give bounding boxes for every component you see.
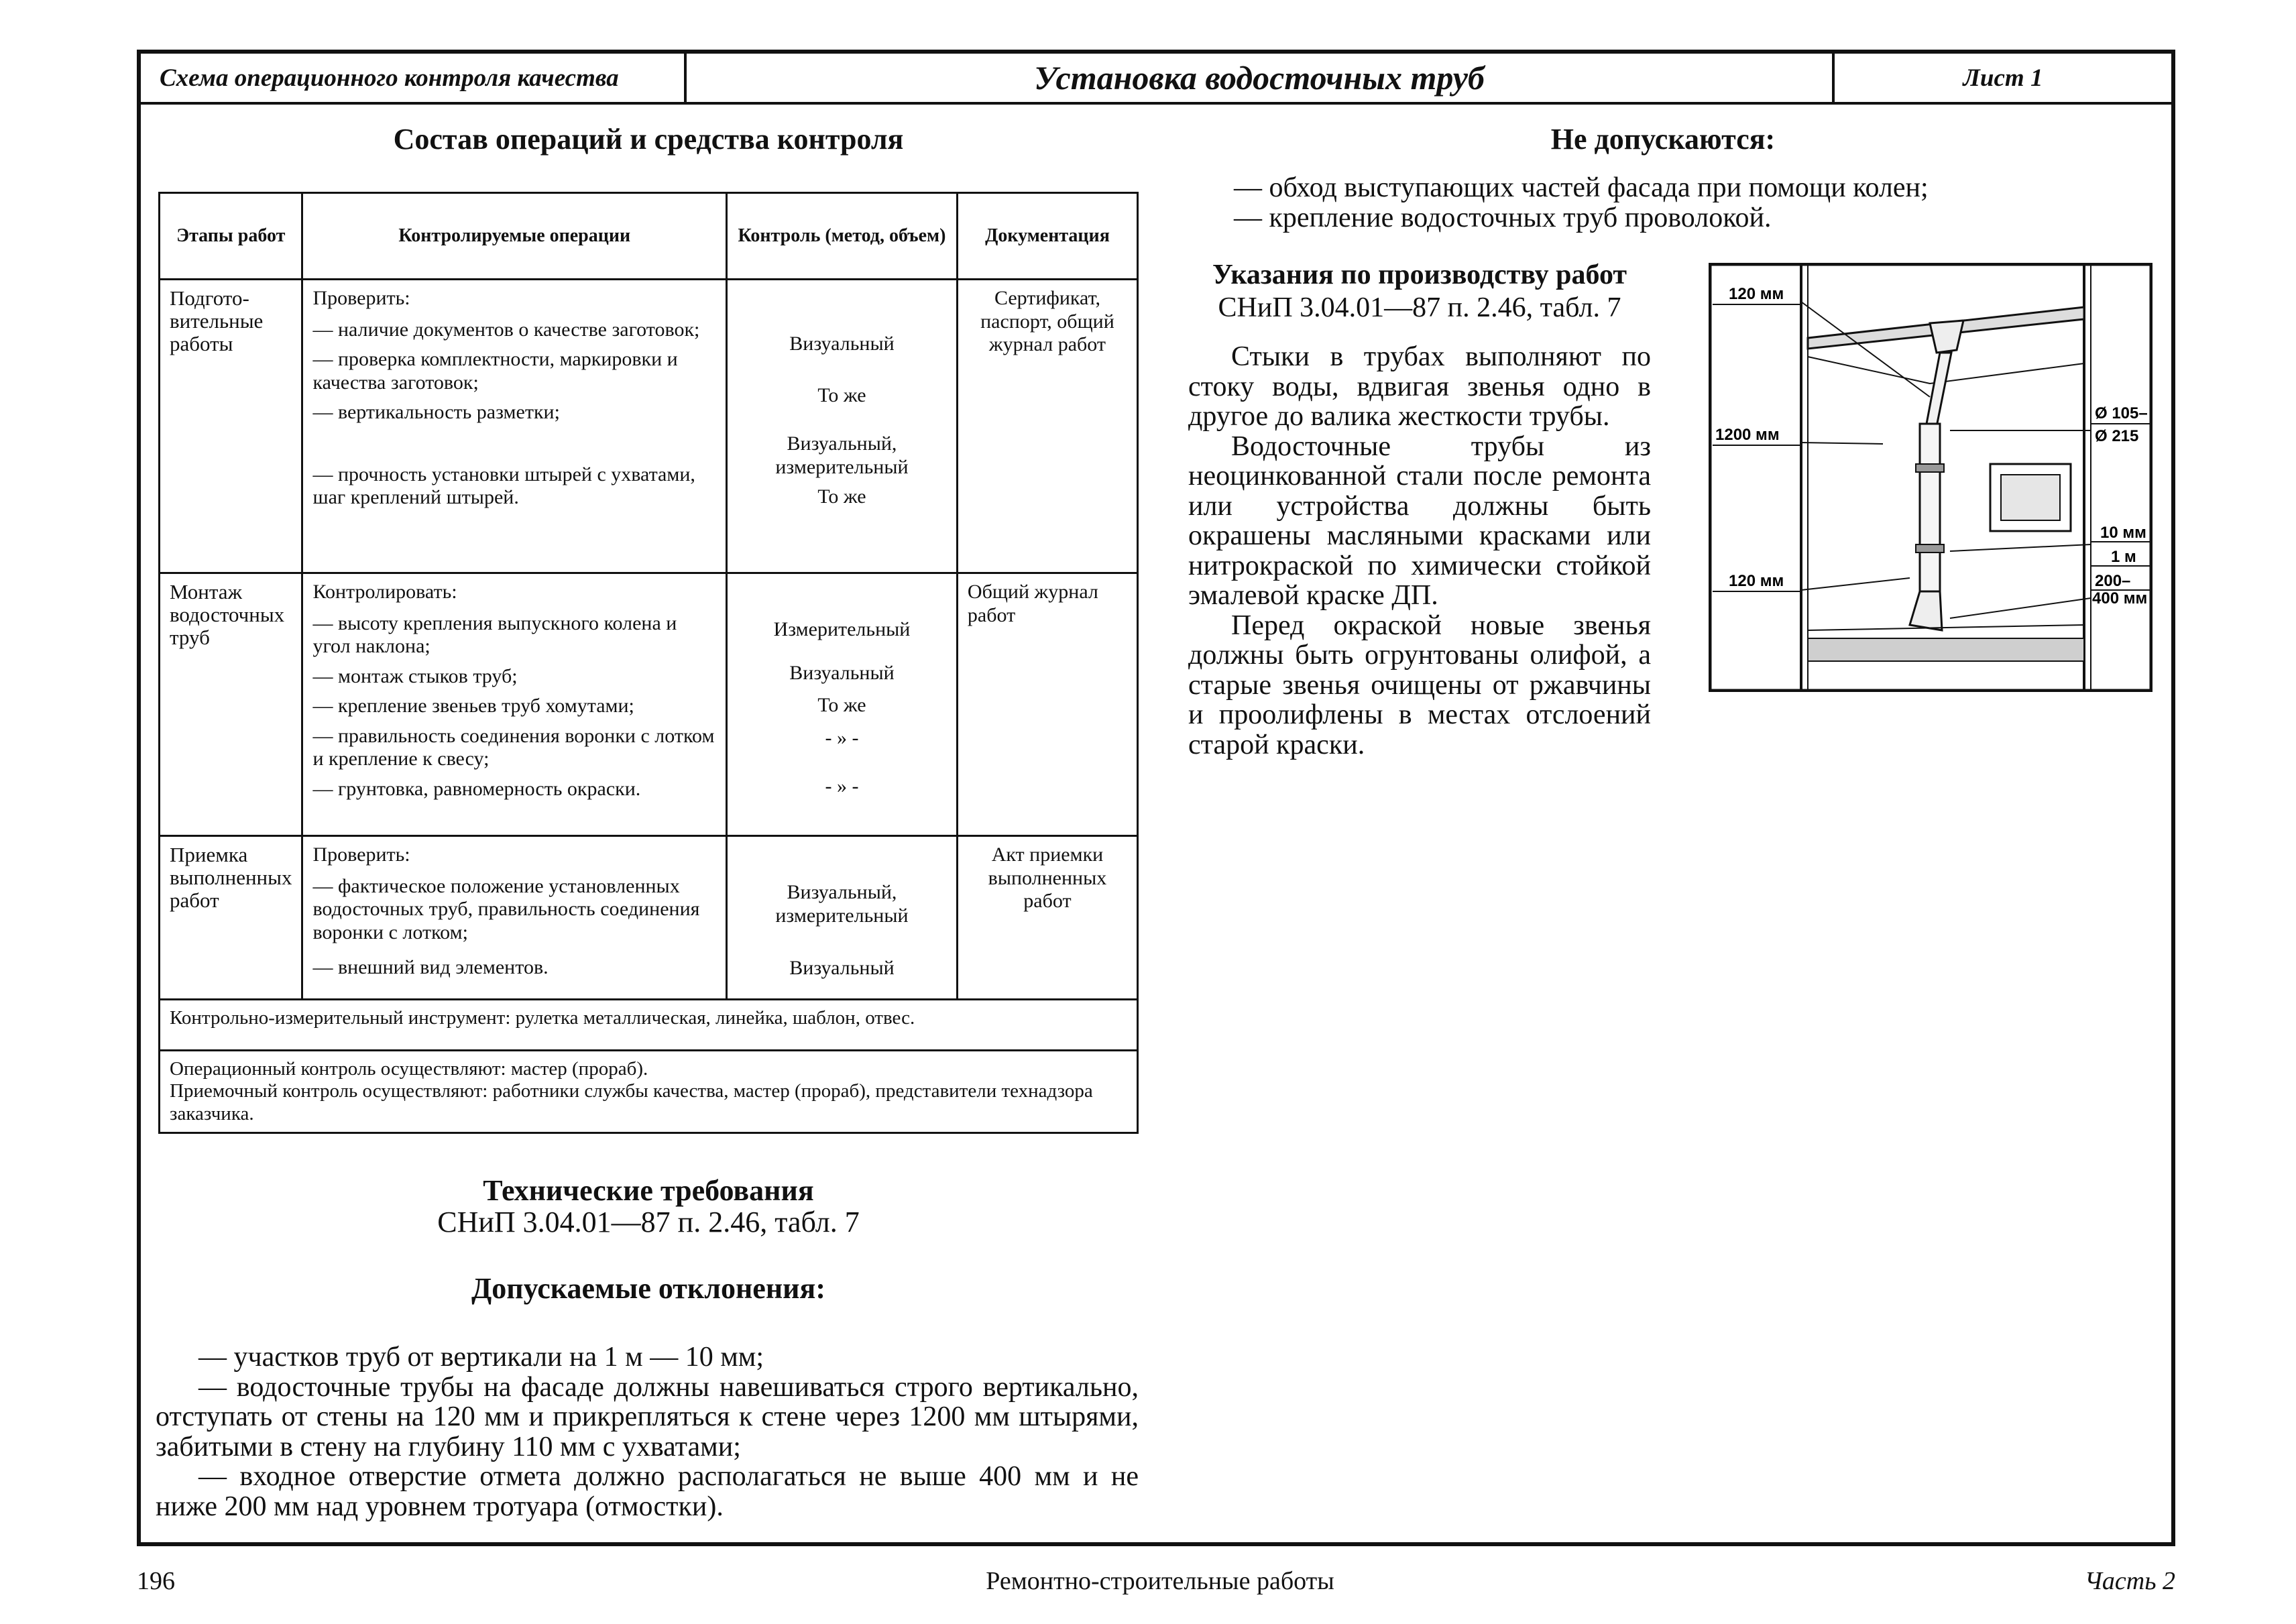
stage-cell: Монтаж водосточных труб xyxy=(160,573,302,836)
table-title: Состав операций и средства контроля xyxy=(393,123,904,156)
drainpipe xyxy=(1920,424,1940,591)
operation-item: — правильность соединения воронки с лотком и крепление к свесу; xyxy=(312,724,715,770)
footer-title: Ремонтно-строительные работы xyxy=(986,1567,1334,1595)
tech-ref: СНиП 3.04.01—87 п. 2.46, табл. 7 xyxy=(437,1206,860,1238)
dim-label-1m: 1 м xyxy=(2111,548,2136,566)
operation-item: — прочность установки штырей с ухватами, шаг креплений штырей. xyxy=(312,463,695,508)
dim-label-spacing: 1200 мм xyxy=(1715,426,1780,444)
control-method: Визуальный, измерительный xyxy=(775,881,909,927)
not-allowed-list xyxy=(1234,173,2146,233)
header-left: Схема операционного контроля качества xyxy=(141,54,687,102)
table-row xyxy=(160,280,1138,573)
dim-label-400: 400 мм xyxy=(2092,589,2148,607)
dim-label-diameter-2: Ø 215 xyxy=(2095,427,2139,445)
dim-label-10mm: 10 мм xyxy=(2100,524,2146,542)
operation-item: — наличие документов о качестве заготовок; xyxy=(312,318,700,341)
control-method: То же xyxy=(817,384,866,406)
instructions-paragraph: Водосточные трубы из неоцинкованной стали после ремонта или устройства должны быть окрашены масляными красками или нитрокраской по химически стойкой эмалевой краске ДП. xyxy=(1188,430,1651,612)
tech-title: Технические требования xyxy=(483,1174,814,1207)
operation-item: — грунтовка, равномерность окраски. xyxy=(312,777,641,800)
documentation-cell: Общий журнал работ xyxy=(957,573,1137,836)
control-notes-cell xyxy=(160,1051,1138,1133)
instructions-paragraph: Перед окраской новые звенья должны быть огрунтованы олифой, а старые звенья очищены от ржавчины и проолифлены в местах отслоений старой краски. xyxy=(1188,610,1651,760)
column-header: Документация xyxy=(957,193,1137,280)
operation-item: — вертикальность разметки; xyxy=(312,401,560,423)
operations-cell xyxy=(302,573,727,836)
instructions-text xyxy=(1188,342,1651,760)
control-method: Визуальный xyxy=(789,661,895,684)
control-method: - » - xyxy=(825,775,859,797)
stage-cell: Подгото-вительные работы xyxy=(160,280,302,573)
documentation-cell: Сертификат, паспорт, общий журнал работ xyxy=(957,280,1137,573)
instruments-cell: Контрольно-измерительный инструмент: рулетка металлическая, линейка, шаблон, отвес. xyxy=(160,1000,1138,1051)
page-number: 196 xyxy=(137,1567,175,1595)
pipe-clamp xyxy=(1916,464,1944,472)
instructions-title: Указания по производству работ xyxy=(1212,259,1627,290)
operations-intro: Проверить: xyxy=(312,287,410,309)
not-allowed-item: — обход выступающих частей фасада при помощи колен; xyxy=(1234,172,1929,203)
table-row xyxy=(160,836,1138,1000)
control-method: То же xyxy=(817,694,866,716)
dim-label-offset-bottom: 120 мм xyxy=(1729,572,1784,590)
control-method: Визуальный xyxy=(789,957,895,979)
operation-item: — проверка комплектности, маркировки и качества заготовок; xyxy=(312,348,678,394)
control-method: Измерительный xyxy=(773,618,911,640)
header-sheet: Лист 1 xyxy=(1963,64,2043,92)
not-allowed-item: — крепление водосточных труб проволокой. xyxy=(1234,202,1772,233)
instructions-ref: СНиП 3.04.01—87 п. 2.46, табл. 7 xyxy=(1218,292,1621,323)
pavement xyxy=(1808,638,2084,661)
operation-item: — монтаж стыков труб; xyxy=(312,664,518,687)
not-allowed-title: Не допускаются: xyxy=(1550,123,1776,156)
footer-part: Часть 2 xyxy=(2084,1567,2175,1595)
deviation-item: — входное отверстие отмета должно располагаться не выше 400 мм и не ниже 200 мм над уровнем тротуара (отмостки). xyxy=(156,1461,1139,1522)
operation-item: — крепление звеньев труб хомутами; xyxy=(312,695,634,717)
operation-item: — высоту крепления выпускного колена и угол наклона; xyxy=(312,612,677,657)
stage-cell: Приемка выполненных работ xyxy=(160,836,302,1000)
instructions-paragraph: Стыки в трубах выполняют по стоку воды, вдвигая звенья одно в другое до валика жесткости трубы. xyxy=(1188,341,1651,432)
deviation-item: — участков труб от вертикали на 1 м — 10 мм; xyxy=(198,1342,764,1373)
control-method: Визуальный xyxy=(789,333,895,355)
drainpipe-installation-diagram xyxy=(1709,263,2152,692)
dim-label-offset-top: 120 мм xyxy=(1729,285,1784,303)
column-header: Контроль (метод, объем) xyxy=(727,193,958,280)
table-row xyxy=(160,573,1138,836)
control-method: Визуальный, измерительный xyxy=(775,432,909,478)
control-notes-row xyxy=(160,1051,1138,1133)
operations-intro: Проверить: xyxy=(312,844,410,866)
deviations-list xyxy=(156,1342,1139,1521)
operation-item: — внешний вид элементов. xyxy=(312,956,549,978)
dim-label-200: 200– xyxy=(2095,572,2131,590)
table-header-row xyxy=(160,193,1138,280)
control-cell xyxy=(727,573,958,836)
documentation-cell: Акт приемки выполненных работ xyxy=(957,836,1137,1000)
instruments-row xyxy=(160,1000,1138,1051)
operations-cell xyxy=(302,836,727,1000)
control-note: Приемочный контроль осуществляют: работники службы качества, мастер (прораб), представители технадзора заказчика. xyxy=(170,1080,1093,1124)
header-bar xyxy=(141,54,2171,105)
operations-intro: Контролировать: xyxy=(312,581,457,603)
instructions-heading xyxy=(1188,260,1651,323)
header-title: Установка водосточных труб xyxy=(687,54,1835,102)
control-method: То же xyxy=(817,485,866,508)
column-header: Контролируемые операции xyxy=(302,193,727,280)
window-pane xyxy=(2001,475,2060,520)
dim-label-diameter-1: Ø 105– xyxy=(2095,404,2148,422)
column-header: Этапы работ xyxy=(160,193,302,280)
pipe-clamp xyxy=(1916,544,1944,553)
deviation-item: — водосточные трубы на фасаде должны навешиваться строго вертикально, отступать от стены на 120 мм и прикрепляться к стене через 1200 мм штырями, забитыми в стену на глубину 110 мм с ухватами; xyxy=(156,1371,1139,1462)
control-method: - » - xyxy=(825,726,859,749)
control-table xyxy=(158,192,1139,1134)
operation-item: — фактическое положение установленных водосточных труб, правильность соединения воронки с лотком; xyxy=(312,874,700,943)
control-cell xyxy=(727,280,958,573)
deviations-title: Допускаемые отклонения: xyxy=(471,1272,825,1305)
control-note: Операционный контроль осуществляют: мастер (прораб). xyxy=(170,1058,648,1080)
operations-cell xyxy=(302,280,727,573)
control-cell xyxy=(727,836,958,1000)
